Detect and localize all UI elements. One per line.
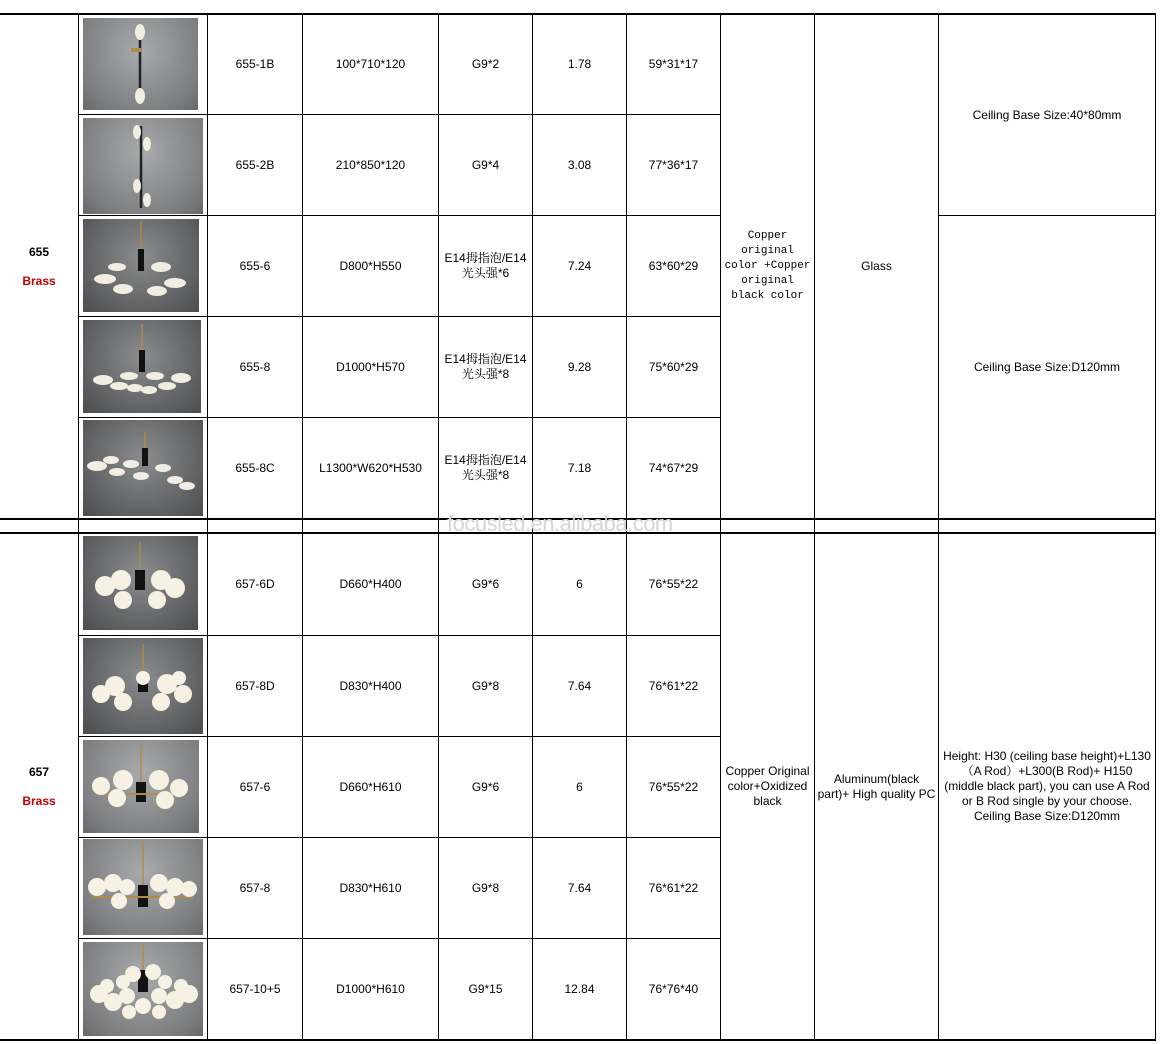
series-number: 655 <box>28 244 50 259</box>
globe-chandelier-icon <box>83 638 203 734</box>
product-photo <box>83 118 203 214</box>
note-cell <box>939 534 1155 1039</box>
carton-cell: 76*55*22 <box>648 577 699 591</box>
size-cell: D660*H400 <box>339 577 402 591</box>
weight-cell: 7.64 <box>567 678 592 693</box>
weight-cell: 7.24 <box>567 258 592 273</box>
finish-cell: Copper original color +Copper original black color <box>724 230 811 302</box>
product-photo <box>83 740 199 833</box>
product-photo <box>83 942 203 1036</box>
carton-cell: 76*55*22 <box>648 779 699 794</box>
series-material: Brass <box>22 273 56 288</box>
size-cell: L1300*W620*H530 <box>319 460 422 475</box>
note-cell: Ceiling Base Size:40*80mm <box>972 107 1122 122</box>
globe-chandelier-icon <box>83 839 203 935</box>
model-cell: 655-8 <box>239 359 271 374</box>
shade-cell: Glass <box>861 259 892 273</box>
wall-lamp-icon <box>83 18 198 110</box>
globe-chandelier-icon <box>83 740 199 833</box>
bulb-cell: G9*4 <box>471 157 500 172</box>
globe-chandelier-icon <box>83 536 198 630</box>
weight-cell: 9.28 <box>567 359 592 374</box>
series-number: 657 <box>28 764 50 779</box>
size-cell: D1000*H570 <box>336 359 405 374</box>
col-divider <box>1155 13 1156 1041</box>
bulb-cell: G9*8 <box>471 678 500 693</box>
col-divider <box>78 13 79 1041</box>
weight-cell: 12.84 <box>564 981 595 996</box>
weight-cell: 7.64 <box>567 880 592 895</box>
size-cell: D660*H610 <box>339 779 402 794</box>
bulb-cell: E14拇指泡/E14光头强*8 <box>444 453 527 482</box>
chandelier-icon <box>83 219 199 312</box>
model-cell: 657-10+5 <box>229 981 281 996</box>
bulb-cell: E14拇指泡/E14光头强*6 <box>444 251 527 280</box>
bulb-cell: G9*6 <box>471 577 500 591</box>
finish-cell: Copper Original color+Oxidized black <box>725 764 810 808</box>
model-cell: 657-8D <box>235 678 275 693</box>
size-cell: D830*H400 <box>339 678 402 693</box>
carton-cell: 63*60*29 <box>648 258 699 273</box>
height-note: Height: H30 (ceiling base height)+L130（A Rod）+L300(B Rod)+ H150 (middle black part), you can use A Rod or B Rod single by your choose. <box>943 749 1151 808</box>
group-divider <box>0 518 1156 520</box>
chandelier-icon <box>83 420 203 516</box>
note-cell: Ceiling Base Size:D120mm <box>973 359 1121 374</box>
carton-cell: 76*76*40 <box>648 981 699 996</box>
carton-cell: 76*61*22 <box>648 880 699 895</box>
product-photo <box>83 420 203 516</box>
carton-cell: 75*60*29 <box>648 359 699 374</box>
series-cell <box>0 534 78 1039</box>
watermark: focusled.en.alibaba.com <box>447 511 673 536</box>
product-photo <box>83 320 201 413</box>
bulb-cell: E14拇指泡/E14光头强*8 <box>444 352 527 381</box>
ceiling-base-note: Ceiling Base Size:D120mm <box>973 809 1121 823</box>
size-cell: D1000*H610 <box>336 981 405 996</box>
series-cell <box>0 15 78 518</box>
weight-cell: 3.08 <box>567 157 592 172</box>
series-material: Brass <box>22 793 56 808</box>
model-cell: 655-2B <box>235 157 275 172</box>
table-border <box>0 1039 1156 1041</box>
product-photo <box>83 18 198 110</box>
model-cell: 657-6D <box>235 577 275 591</box>
product-photo <box>83 839 203 935</box>
weight-cell: 6 <box>576 779 583 794</box>
model-cell: 655-1B <box>235 57 275 71</box>
model-cell: 655-8C <box>235 460 275 475</box>
size-cell: 100*710*120 <box>335 57 406 71</box>
size-cell: D830*H610 <box>339 880 402 895</box>
product-photo <box>83 219 199 312</box>
globe-chandelier-icon <box>83 942 203 1036</box>
bulb-cell: G9*2 <box>471 57 500 71</box>
wall-lamp-icon <box>83 118 203 214</box>
model-cell: 657-6 <box>239 779 271 794</box>
chandelier-icon <box>83 320 201 413</box>
model-cell: 657-8 <box>239 880 271 895</box>
weight-cell: 1.78 <box>567 57 592 71</box>
weight-cell: 6 <box>576 577 583 591</box>
carton-cell: 74*67*29 <box>648 460 699 475</box>
size-cell: 210*850*120 <box>335 157 406 172</box>
carton-cell: 59*31*17 <box>648 57 699 71</box>
product-photo <box>83 536 198 630</box>
product-photo <box>83 638 203 734</box>
bulb-cell: G9*15 <box>468 981 503 996</box>
bulb-cell: G9*8 <box>471 880 500 895</box>
bulb-cell: G9*6 <box>471 779 500 794</box>
carton-cell: 76*61*22 <box>648 678 699 693</box>
size-cell: D800*H550 <box>339 258 402 273</box>
carton-cell: 77*36*17 <box>648 157 699 172</box>
model-cell: 655-6 <box>239 258 271 273</box>
shade-cell: Aluminum(black part)+ High quality PC <box>817 771 936 801</box>
weight-cell: 7.18 <box>567 460 592 475</box>
